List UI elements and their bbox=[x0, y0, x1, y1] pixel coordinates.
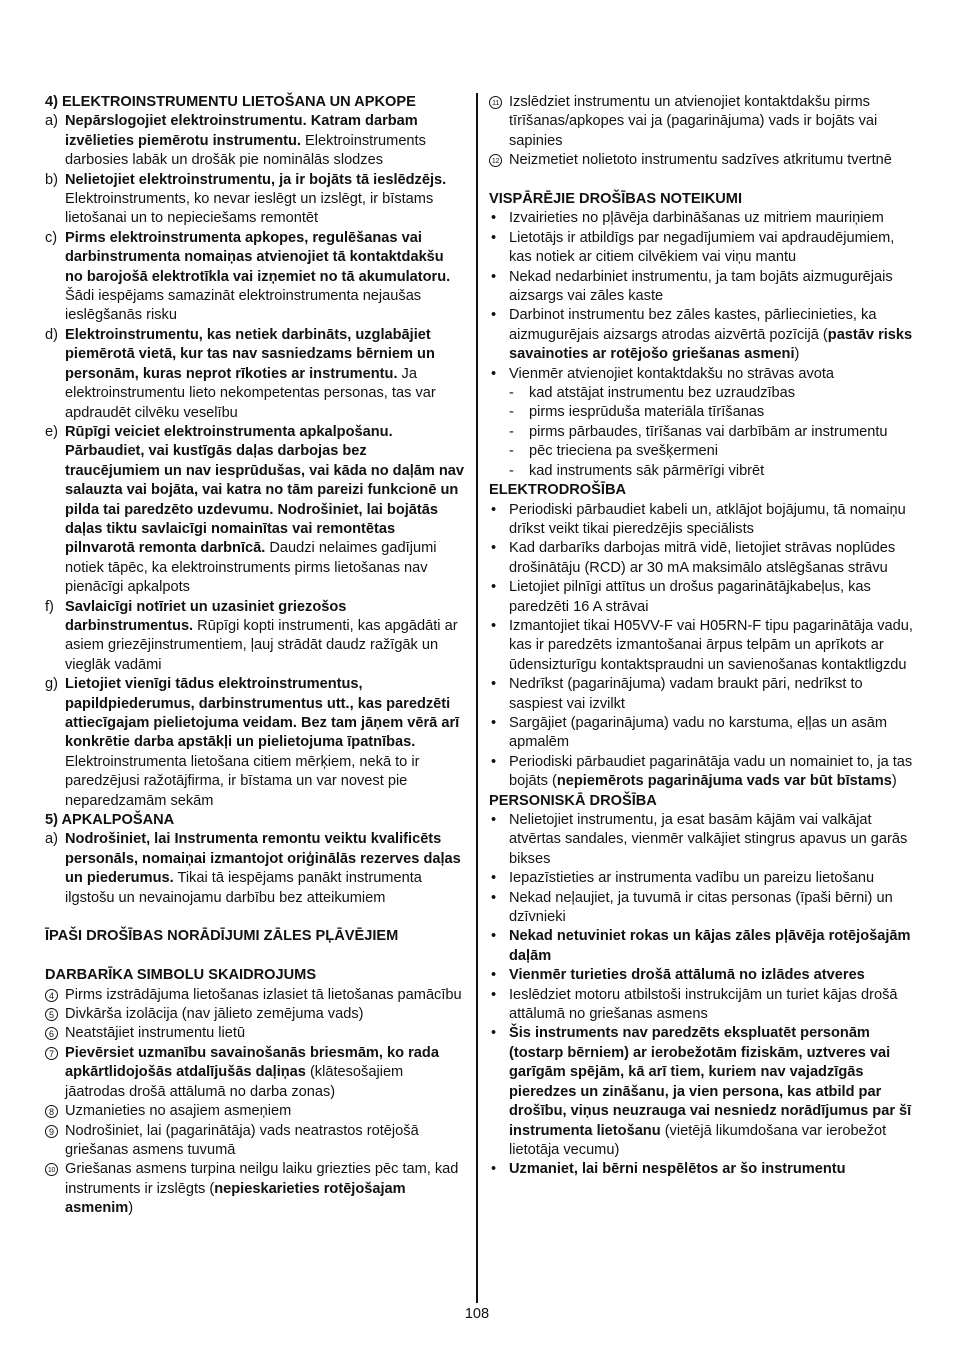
item-bold-text: Nekad netuviniet rokas un kājas zāles pļāvēja rotējošajām daļām bbox=[509, 928, 911, 964]
bullet-item bbox=[489, 209, 913, 228]
item-text: ) bbox=[128, 1200, 134, 1217]
right-column bbox=[489, 93, 913, 1180]
item-text: Nelietojiet instrumentu, ja esat basām kājām vai valkājat atvērtas sandales, vienmēr valkājiet stingrus apavus un garās bikses bbox=[509, 812, 908, 867]
item-text: Tikai tā iespējams panākt instrumenta ilgstošu un nevainojamu darbību bez atteikumiem bbox=[65, 870, 422, 906]
circled-number: 9 bbox=[45, 1125, 58, 1138]
item-text: Periodiski pārbaudiet pagarinātāja vadu un nomainiet to, ja tas bojāts ( bbox=[509, 753, 913, 790]
item-text: Elektroinstruments, ko nevar ieslēgt un izslēgt, ir bīstams lietošanai un to nepieciešams remontēt bbox=[65, 191, 434, 227]
circled-number: 5 bbox=[45, 1008, 58, 1021]
symbol-list bbox=[45, 986, 465, 1219]
symbol-item bbox=[489, 93, 913, 151]
item-bold-text: nepieskarieties rotējošajam asmenim bbox=[65, 1180, 406, 1217]
bullet-item bbox=[489, 1160, 913, 1179]
item-bold-text: Šis instruments nav paredzēts ekspluatēt personām (tostarp bērniem) ar ierobežotām fiziskām, uztveres vai garīgām spējām, kā arī tiem, kuriem nav vajadzīgās pieredzes un zināšanu, ja vien persona, kas atbild par drošību, viņus neuzrauga vai nesniedz norādījumus par šī instrumenta lietošanu bbox=[509, 1025, 912, 1139]
item-text: ) bbox=[794, 346, 800, 363]
item-label: f) bbox=[45, 598, 54, 615]
section-4-list bbox=[45, 112, 465, 811]
page-number: 108 bbox=[464, 1306, 490, 1322]
symbol-item bbox=[45, 1005, 465, 1024]
circled-number: 7 bbox=[45, 1047, 58, 1060]
symbol-item bbox=[45, 986, 465, 1005]
item-text: Elektroinstrumenta lietošana citiem mērķiem, nekā to ir paredzējusi ražotājfirma, ir bīstama un var novest pie neparedzamām sekām bbox=[65, 753, 420, 809]
item-bold-text: Savlaicīgi notīriet un uzasiniet griezošos darbinstrumentus. bbox=[65, 598, 347, 634]
item-text: Lietojiet pilnīgi attītus un drošus pagarinātājkabeļus, kas paredzēti 16 A strāvai bbox=[509, 579, 871, 615]
bullet-item bbox=[489, 578, 913, 617]
list-item bbox=[45, 423, 465, 598]
list-item bbox=[45, 171, 465, 229]
dash-item: - pirms iesprūduša materiāla tīrīšanas bbox=[489, 403, 913, 422]
list-item bbox=[45, 598, 465, 676]
bullet-item bbox=[489, 365, 913, 384]
item-bold-text: Nepārslogojiet elektroinstrumentu. Katram darbam izvēlieties piemērotu instrumentu. bbox=[65, 113, 418, 149]
bullet-item bbox=[489, 501, 913, 540]
item-bold-text: Vienmēr turieties drošā attālumā no izlādes atveres bbox=[509, 967, 865, 984]
item-bold-text: Nelietojiet elektroinstrumentu, ja ir bojāts tā ieslēdzējs. bbox=[65, 171, 447, 188]
item-text: Nedrīkst (pagarinājuma) vadam braukt pāri, nedrīkst to saspiest vai izvilkt bbox=[509, 676, 863, 712]
symbol-item bbox=[489, 151, 913, 170]
item-bold-text: Rūpīgi veiciet elektroinstrumenta apkalpošanu. Pārbaudiet, vai kustīgās daļas darbojas bez traucējumiem un nav iesprūdušas, vai kāda no daļām nav salauzta vai bojāta, vai katra no tām pareizi funkcionē un pilda tai paredzēto uzdevumu. Nodrošiniet, lai bojātās daļas tiktu savlaicīgi nomainītas vai remontētas pilnvarotā remonta darbnīcā. bbox=[65, 423, 465, 557]
item-label: a) bbox=[45, 831, 58, 848]
bullet-item bbox=[489, 986, 913, 1025]
section-5-list bbox=[45, 830, 465, 908]
item-text: Kad darbarīks darbojas mitrā vidē, lietojiet strāvas noplūdes drošinātāju (RCD) ar 30 mA maksimālo atslēgšanas strāvu bbox=[509, 540, 896, 576]
item-bold-text: nepiemērots pagarinājuma vads var būt bīstams bbox=[556, 773, 892, 790]
circled-number: 11 bbox=[489, 96, 502, 109]
section-title: ĪPAŠI DROŠĪBAS NORĀDĪJUMI ZĀLES PĻĀVĒJIEM bbox=[45, 928, 399, 945]
general-rules-list bbox=[489, 209, 913, 384]
bullet-item bbox=[489, 714, 913, 753]
personal-safety-list bbox=[489, 811, 913, 1180]
bullet-item bbox=[489, 306, 913, 364]
bullet-item bbox=[489, 675, 913, 714]
symbol-item bbox=[45, 1122, 465, 1161]
item-label: d) bbox=[45, 326, 58, 343]
item-bold-text: pastāv risks savainoties ar rotējošo griešanas asmeni bbox=[509, 326, 913, 363]
bullet-item bbox=[489, 229, 913, 268]
item-label: e) bbox=[45, 423, 58, 440]
item-text: Divkārša izolācija (nav jālieto zemējuma vads) bbox=[65, 1006, 364, 1023]
section-title: ELEKTRODROŠĪBA bbox=[489, 482, 627, 499]
item-bold-text: Pievērsiet uzmanību savainošanās briesmām, ko rada apkārtlidojošās atdalījušās daļiņas bbox=[65, 1044, 439, 1081]
item-text: (klātesošajiem jāatrodas drošā attālumā no darba zonas) bbox=[65, 1064, 404, 1100]
item-text: Nekad nedarbiniet instrumentu, ja tam bojāts aizmugurējais aizsargs vai zāles kaste bbox=[509, 268, 893, 305]
bullet-item bbox=[489, 539, 913, 578]
list-item bbox=[45, 229, 465, 326]
bullet-item bbox=[489, 811, 913, 869]
dash-item: - pēc trieciena pa svešķermeni bbox=[489, 442, 913, 461]
circled-number: 6 bbox=[45, 1027, 58, 1040]
symbol-item bbox=[45, 1160, 465, 1218]
item-text: Uzmanieties no asajiem asmeņiem bbox=[65, 1103, 292, 1120]
dash-item: - pirms pārbaudes, tīrīšanas vai darbībām ar instrumentu bbox=[489, 423, 913, 442]
item-text: Izmantojiet tikai H05VV-F vai H05RN-F tipu pagarinātāja vadu, kas ir paredzēts izmantošanai ārpus telpām un aprīkots ar ūdensizturīgu kontaktspraudni un savienošanas kontaktligzdu bbox=[509, 617, 913, 673]
list-item bbox=[45, 675, 465, 811]
circled-number: 8 bbox=[45, 1105, 58, 1118]
item-label: a) bbox=[45, 113, 58, 130]
section-title: VISPĀRĒJIE DROŠĪBAS NOTEIKUMI bbox=[489, 191, 742, 208]
item-label: g) bbox=[45, 676, 58, 693]
bullet-item bbox=[489, 869, 913, 888]
item-text: Iepazīstieties ar instrumenta vadību un pareizu lietošanu bbox=[509, 870, 875, 887]
list-item bbox=[45, 830, 465, 908]
item-text: Darbinot instrumentu bez zāles kastes, pārliecinieties, ka aizmugurējais aizsargs atrodas aizvērtā pozīcijā ( bbox=[509, 307, 877, 343]
item-text: Vienmēr atvienojiet kontaktdakšu no strāvas avota bbox=[509, 365, 835, 382]
section-title: DARBARĪKA SIMBOLU SKAIDROJUMS bbox=[45, 967, 317, 984]
list-item bbox=[45, 112, 465, 170]
item-text: Elektroinstruments darbosies labāk un drošāk pie nominālās slodzes bbox=[65, 132, 426, 169]
item-text: Daudzi nelaimes gadījumi notiek tāpēc, ka elektroinstruments pirms lietošanas nav pienācīgi apkalpots bbox=[65, 540, 437, 596]
circled-number: 4 bbox=[45, 989, 58, 1002]
item-bold-text: Lietojiet vienīgi tādus elektroinstrumentus, papildpiederumus, darbinstrumentus utt., kas paredzēti attiecīgajam pielietojuma veidam. Bez tam jāņem vērā arī konkrētie darba apstākļi un pielietojuma īpatnības. bbox=[65, 676, 460, 751]
section-title: PERSONISKĀ DROŠĪBA bbox=[489, 792, 657, 809]
item-text: Ja elektroinstrumentu lieto nekompetentas personas, tas var apdraudēt cilvēku veselību bbox=[65, 365, 436, 421]
item-text: Lietotājs ir atbildīgs par negadījumiem vai apdraudējumiem, kas notiek ar citiem cilvēkiem vai viņu mantu bbox=[509, 229, 895, 266]
symbol-item bbox=[45, 1024, 465, 1043]
item-bold-text: Uzmaniet, lai bērni nespēlētos ar šo instrumentu bbox=[509, 1161, 846, 1178]
item-text: Periodiski pārbaudiet kabeli un, atklājot bojājumu, tā nomaiņu drīkst veikt tikai pieredzējis speciālists bbox=[509, 501, 906, 537]
item-text: Griešanas asmens turpina neilgu laiku griezties pēc tam, kad instruments ir izslēgts ( bbox=[65, 1161, 459, 1197]
item-label: b) bbox=[45, 171, 58, 188]
section-title: 4) ELEKTROINSTRUMENTU LIETOŠANA UN APKOPE bbox=[45, 94, 416, 110]
column-divider bbox=[476, 93, 478, 1303]
symbol-item bbox=[45, 1044, 465, 1102]
bullet-item bbox=[489, 753, 913, 792]
item-text: Izvairieties no pļāvēja darbināšanas uz mitriem mauriņiem bbox=[509, 210, 884, 227]
item-bold-text: Pirms elektroinstrumenta apkopes, regulēšanas vai darbinstrumenta nomaiņas atvienojiet tā kontaktdakšu no barojošā elektrotīkla vai izņemiet no tā akumulatoru. bbox=[65, 229, 451, 285]
symbol-item bbox=[45, 1102, 465, 1121]
dash-item: - kad instruments sāk pārmērīgi vibrēt bbox=[489, 462, 913, 481]
item-text: (vietējā likumdošana var ierobežot lietotāja vecumu) bbox=[509, 1122, 887, 1158]
left-column bbox=[45, 93, 465, 1219]
bullet-item bbox=[489, 889, 913, 928]
symbol-list bbox=[489, 93, 913, 171]
item-text: Nekad neļaujiet, ja tuvumā ir citas personas (īpaši bērni) un dzīvnieki bbox=[509, 889, 893, 926]
item-text: Neatstājiet instrumentu lietū bbox=[65, 1025, 246, 1042]
item-text: Neizmetiet nolietoto instrumentu sadzīves atkritumu tvertnē bbox=[509, 152, 892, 169]
item-text: Nodrošiniet, lai (pagarinātāja) vads neatrastos rotējošā griešanas asmens tuvumā bbox=[65, 1122, 419, 1158]
item-label: c) bbox=[45, 229, 58, 246]
item-text: Izslēdziet instrumentu un atvienojiet kontaktdakšu pirms tīrīšanas/apkopes vai ja (pagarinājuma) vads ir bojāts vai sapinies bbox=[509, 94, 878, 149]
item-text: ) bbox=[891, 773, 897, 790]
item-text: Rūpīgi kopti instrumenti, kas apgādāti ar asiem griezējinstrumentiem, ļauj strādāt daudz ražīgāk un vieglāk vadāmi bbox=[65, 617, 458, 673]
section-title: 5) APKALPOŠANA bbox=[45, 812, 175, 829]
item-bold-text: Elektroinstrumentu, kas netiek darbināts, uzglabājiet piemērotā vietā, kur tas nav sasniedzams bērniem un personām, kuras neprot rīkoties ar instrumentu. bbox=[65, 326, 435, 382]
item-text: Sargājiet (pagarinājuma) vadu no karstuma, eļļas un asām apmalēm bbox=[509, 714, 888, 751]
item-text: Ieslēdziet motoru atbilstoši instrukcijām un turiet kājas drošā attālumā no griešanas asmens bbox=[509, 986, 898, 1023]
circled-number: 10 bbox=[45, 1163, 58, 1176]
bullet-item bbox=[489, 966, 913, 985]
item-bold-text: Nodrošiniet, lai Instrumenta remontu veiktu kvalificēts personāls, nomaiņai izmantojot oriģinālās rezerves daļas un piederumus. bbox=[65, 831, 461, 887]
bullet-item bbox=[489, 617, 913, 675]
bullet-item bbox=[489, 927, 913, 966]
bullet-item bbox=[489, 268, 913, 307]
dash-list bbox=[489, 384, 913, 481]
bullet-item bbox=[489, 1024, 913, 1160]
circled-number: 12 bbox=[489, 154, 502, 167]
item-text: Šādi iespējams samazināt elektroinstrumenta nejaušas ieslēgšanās risku bbox=[65, 288, 422, 324]
item-text: Pirms izstrādājuma lietošanas izlasiet tā lietošanas pamācību bbox=[65, 986, 462, 1003]
list-item bbox=[45, 326, 465, 423]
electric-safety-list bbox=[489, 501, 913, 792]
dash-item: - kad atstājat instrumentu bez uzraudzības bbox=[489, 384, 913, 403]
